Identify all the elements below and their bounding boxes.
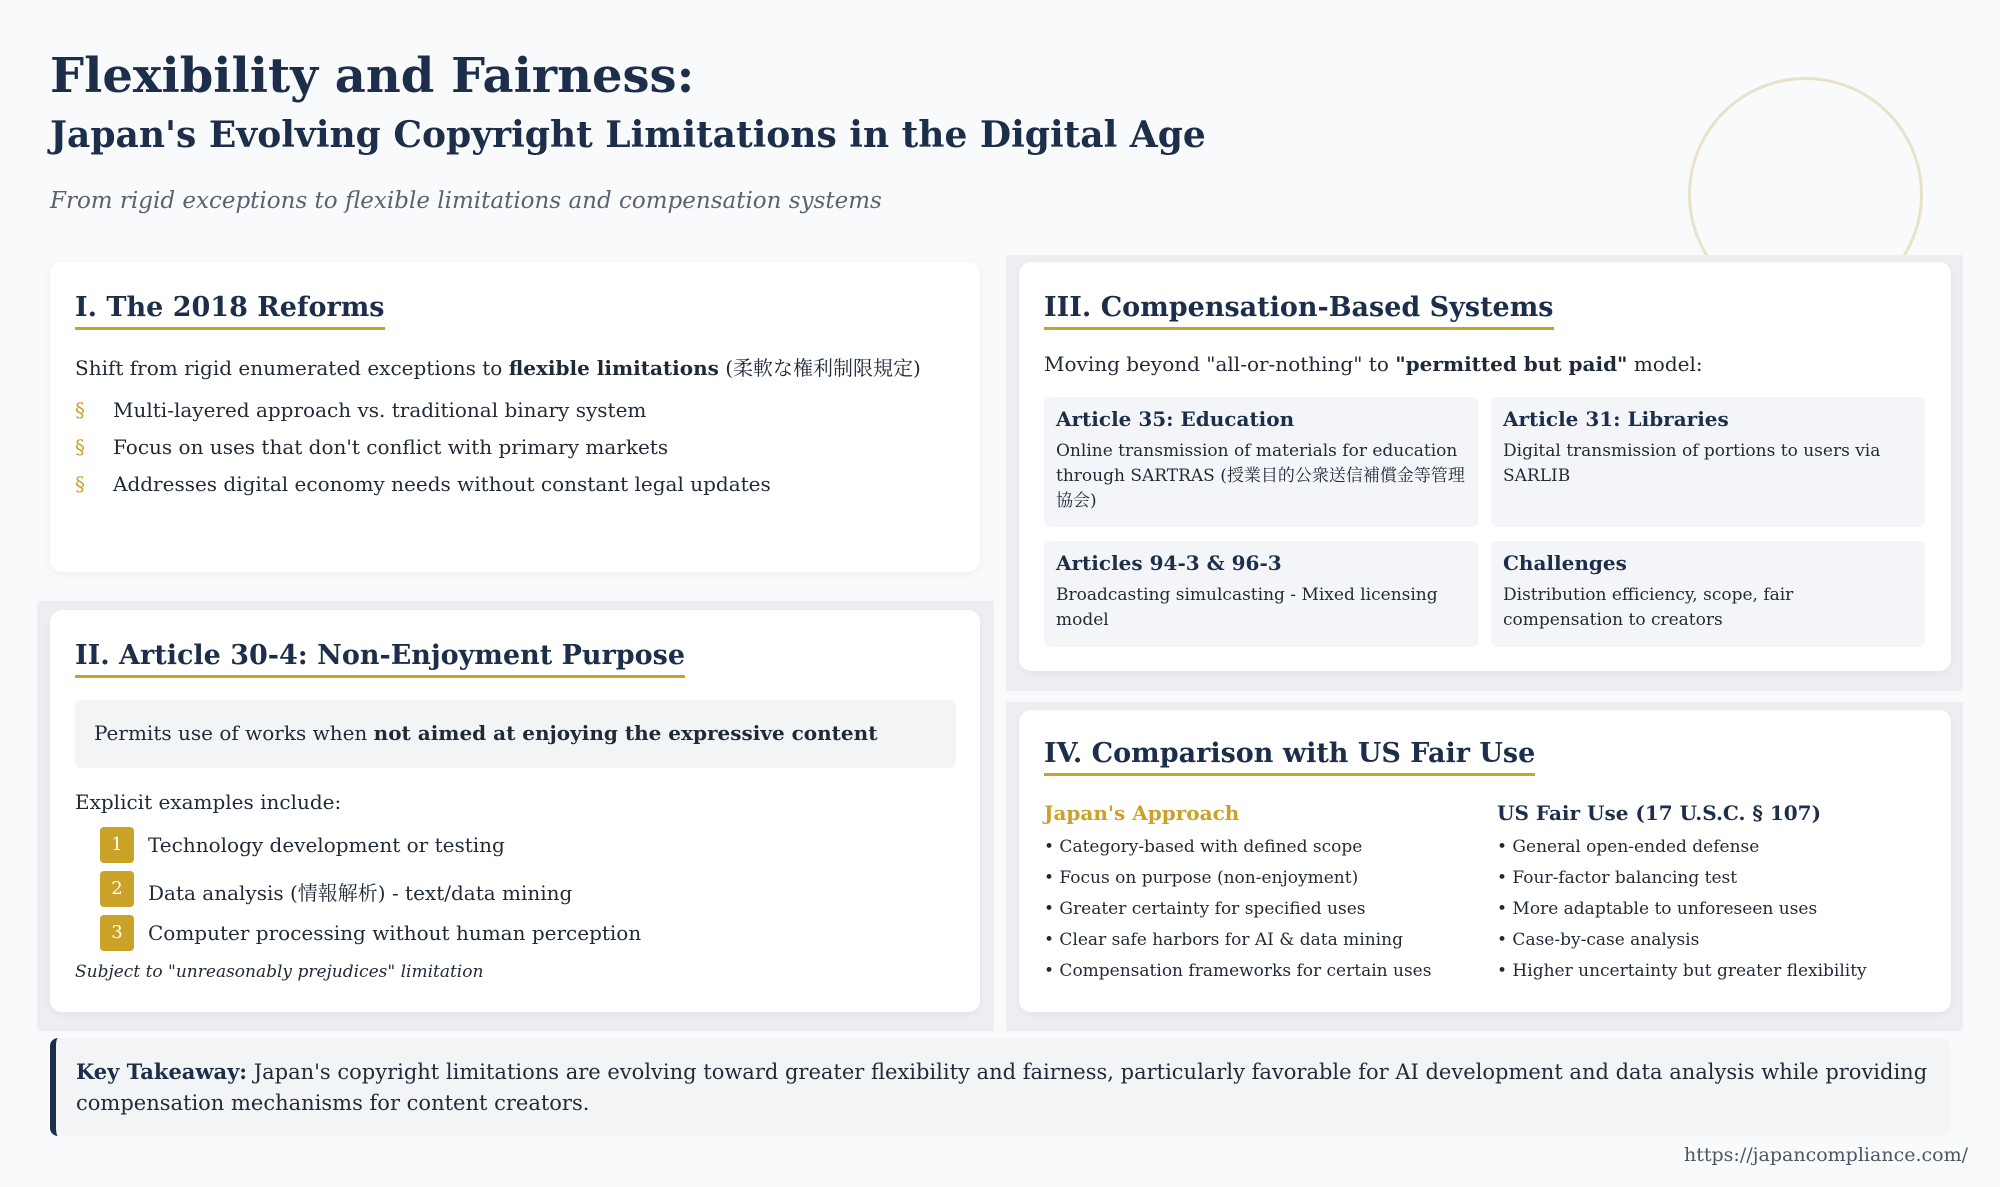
number-badge: 1 (100, 827, 134, 863)
info-box-text: Broadcasting simulcasting - Mixed licensing model (1056, 585, 1438, 630)
info-box-text: Digital transmission of portions to users via SARLIB (1503, 441, 1881, 486)
section-intro: Shift from rigid enumerated exceptions to flexible limitations (柔軟な権利制限規定) (75, 356, 921, 380)
list-item: • Clear safe harbors for AI & data mining (1044, 930, 1403, 950)
info-box-title: Article 31: Libraries (1503, 407, 1729, 431)
list-item: • Case-by-case analysis (1497, 930, 1700, 950)
callout-text: Permits use of works when not aimed at enjoying the expressive content (94, 721, 878, 745)
info-box-title: Article 35: Education (1056, 407, 1295, 431)
info-box-title: Challenges (1503, 551, 1627, 575)
section-heading: IV. Comparison with US Fair Use (1044, 738, 1535, 776)
page-title: Flexibility and Fairness: (50, 48, 695, 104)
section-heading: II. Article 30-4: Non-Enjoyment Purpose (75, 640, 685, 678)
callout-box (75, 700, 956, 768)
info-box-text: Distribution efficiency, scope, fair compensation to creators (1503, 585, 1794, 630)
key-takeaway-label: Key Takeaway: (76, 1059, 248, 1084)
list-item: Computer processing without human perception (148, 921, 642, 945)
number-badge: 2 (100, 871, 134, 907)
list-item: § Focus on uses that don't conflict with primary markets (75, 435, 669, 459)
section-article-30-4 (50, 610, 980, 1012)
list-item: • Focus on purpose (non-enjoyment) (1044, 868, 1359, 888)
section-heading: I. The 2018 Reforms (75, 292, 385, 330)
section-heading: III. Compensation-Based Systems (1044, 292, 1554, 330)
info-box-education (1044, 397, 1478, 527)
list-item: Data analysis (情報解析) - text/data mining (148, 881, 573, 905)
info-box-broadcasting (1044, 541, 1478, 647)
section-sign-icon: § (75, 398, 85, 422)
section-us-comparison (1019, 710, 1951, 1012)
examples-label: Explicit examples include: (75, 790, 342, 814)
limitation-note: Subject to "unreasonably prejudices" limitation (75, 962, 484, 982)
page-subtitle: Japan's Evolving Copyright Limitations in the Digital Age (50, 114, 1206, 156)
key-takeaway-box (50, 1038, 1950, 1136)
info-box-libraries (1491, 397, 1925, 527)
section-sign-icon: § (75, 435, 85, 459)
list-item: • General open-ended defense (1497, 837, 1760, 857)
section-2018-reforms (50, 262, 980, 572)
list-item: • Greater certainty for specified uses (1044, 899, 1366, 919)
info-box-challenges (1491, 541, 1925, 647)
list-item: • Higher uncertainty but greater flexibility (1497, 961, 1867, 981)
list-item: • Category-based with defined scope (1044, 837, 1363, 857)
list-item: • More adaptable to unforeseen uses (1497, 899, 1818, 919)
japan-approach-heading: Japan's Approach (1044, 801, 1240, 825)
list-item: § Addresses digital economy needs without constant legal updates (75, 472, 771, 496)
section-sign-icon: § (75, 472, 85, 496)
section-compensation-systems (1019, 262, 1951, 671)
list-item: • Compensation frameworks for certain uses (1044, 961, 1432, 981)
us-fair-use-heading: US Fair Use (17 U.S.C. § 107) (1497, 801, 1822, 825)
key-takeaway-text: Key Takeaway: Japan's copyright limitations are evolving toward greater flexibility and fairness, particularly favorable for AI development and data analysis while providing compensation mechanisms for content creators. (76, 1059, 1928, 1115)
info-box-text: Online transmission of materials for education through SARTRAS (授業目的公衆送信補償金等管理協会) (1056, 441, 1465, 511)
list-item: § Multi-layered approach vs. traditional binary system (75, 398, 647, 422)
footer-url: https://japancompliance.com/ (1684, 1144, 1968, 1166)
number-badge: 3 (100, 915, 134, 951)
info-box-title: Articles 94-3 & 96-3 (1056, 551, 1282, 575)
list-item: Technology development or testing (148, 833, 505, 857)
list-item: • Four-factor balancing test (1497, 868, 1738, 888)
section-intro: Moving beyond "all-or-nothing" to "permitted but paid" model: (1044, 352, 1703, 376)
page-tagline: From rigid exceptions to flexible limitations and compensation systems (50, 188, 882, 214)
